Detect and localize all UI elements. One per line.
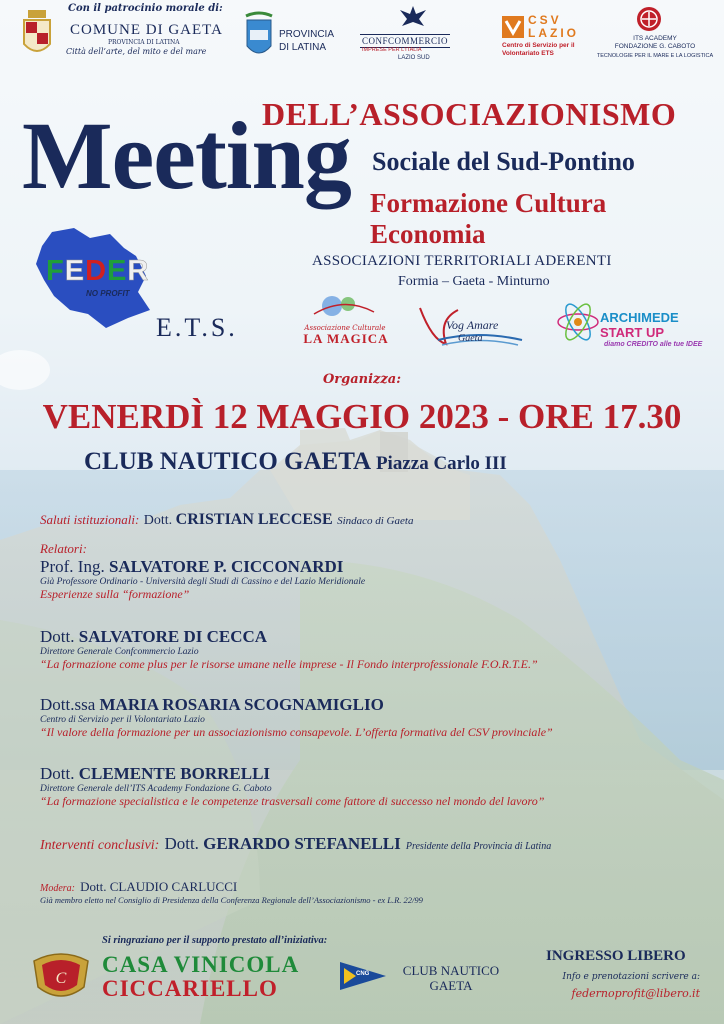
comune-sub: PROVINCIA DI LATINA: [108, 39, 180, 46]
eagle-icon: [398, 4, 428, 30]
cng-flag-icon: [338, 960, 388, 992]
club-nautico-line2: GAETA: [429, 978, 473, 993]
la-magica-name: LA MAGICA: [303, 331, 389, 346]
associazioni-towns: Formia – Gaeta - Minturno: [398, 274, 550, 289]
modera-note: Già membro eletto nel Consiglio di Presidenza della Conferenza Regionale dell’Associazionismo - ex L.R. 22/99: [40, 895, 423, 905]
feder-letter-f: F: [46, 255, 65, 287]
speaker-2: [40, 627, 538, 672]
modera-label: Modera:: [40, 883, 75, 894]
saluti-person: [144, 513, 333, 528]
feder-letter-e2: E: [107, 255, 128, 287]
cng-label: CNG: [356, 971, 370, 977]
its-line2: FONDAZIONE G. CABOTO: [614, 43, 696, 50]
speaker-fullname: MARIA ROSARIA SCOGNAMIGLIO: [99, 695, 384, 714]
event-date: VENERDÌ 12 MAGGIO 2023 - ORE 17.30: [42, 397, 682, 436]
ingresso-libero: INGRESSO LIBERO: [546, 948, 686, 964]
speaker-fullname: SALVATORE P. CICCONARDI: [108, 557, 344, 576]
speaker-title: Dott.ssa: [40, 695, 96, 714]
speaker-name: [40, 695, 553, 715]
modera-title: Dott.: [80, 879, 107, 894]
confcommercio-region: LAZIO SUD: [398, 55, 430, 61]
archimede-line1: ARCHIMEDE: [600, 310, 679, 325]
saluti-line: [40, 511, 413, 529]
speaker-topic: “La formazione specialistica e le competenze trasversali come fattore di successo nel mondo del lavoro”: [40, 794, 545, 808]
speaker-title: Prof. Ing.: [40, 557, 105, 576]
saluti-role: Sindaco di Gaeta: [337, 515, 414, 527]
csv-sub: Centro di Servizio per il Volontariato ETS: [502, 42, 575, 57]
conclusivi-name: GERARDO STEFANELLI: [203, 834, 401, 853]
speaker-title: Dott.: [40, 764, 75, 783]
modera-person: [80, 879, 237, 894]
modera-line: [40, 876, 237, 895]
casa-vinicola-crest-icon: [26, 947, 96, 1005]
patrocinio-label: Con il patrocinio morale di:: [68, 3, 223, 14]
vog-amare-city: Gaeta: [458, 333, 483, 344]
svg-text:C: C: [55, 970, 67, 987]
feder-letter-e1: E: [64, 255, 86, 287]
comune-motto: Città dell’arte, del mito e del mare: [66, 47, 207, 56]
feder-letter-d: D: [85, 255, 108, 287]
speaker-fullname: CLEMENTE BORRELLI: [78, 764, 271, 783]
provincia-line1: PROVINCIA: [279, 29, 335, 40]
provincia-crest-icon: [244, 10, 274, 62]
archimede-tagline: diamo CREDITO alle tue IDEE: [604, 341, 703, 348]
its-seal-icon: [636, 6, 662, 32]
archimede-atom-icon: [556, 294, 600, 350]
confcommercio-sub: IMPRESE PER L’ITALIA: [362, 47, 422, 53]
meeting-title: Meeting: [22, 102, 351, 209]
speaker-name: [40, 627, 538, 647]
csv-line2: LAZIO: [528, 26, 579, 40]
venue-name: CLUB NAUTICO GAETA: [84, 448, 370, 475]
comune-name: COMUNE DI GAETA: [70, 22, 223, 38]
venue-address: Piazza Carlo III: [375, 453, 507, 474]
csv-line1: CSV: [528, 13, 562, 27]
provincia-name: [279, 28, 334, 54]
speaker-4: [40, 764, 544, 809]
saluti-title: Dott.: [143, 513, 173, 528]
relatori-label: Relatori:: [40, 541, 87, 556]
club-nautico-line1: CLUB NAUTICO: [402, 963, 500, 978]
conclusivi-title: Dott.: [164, 834, 199, 853]
its-line1: ITS ACADEMY: [633, 35, 677, 42]
conclusivi-role: Presidente della Provincia di Latina: [405, 841, 552, 852]
speaker-name: [40, 557, 365, 577]
event-venue: [84, 448, 507, 476]
associazioni-title: ASSOCIAZIONI TERRITORIALI ADERENTI: [312, 253, 612, 269]
vog-amare-name: Vog Amare: [446, 318, 499, 332]
feder-logo-text: [46, 255, 149, 288]
speaker-topic: “La formazione come plus per le risorse umane nelle imprese - Il Fondo interprofessionale F.O.R.T.E.”: [40, 657, 538, 671]
speaker-name: [40, 764, 544, 784]
saluti-name: CRISTIAN LECCESE: [175, 511, 333, 528]
formazione-subtitle: Formazione Cultura Economia: [370, 188, 607, 249]
speaker-1: [40, 557, 365, 602]
feder-letter-r: R: [127, 255, 150, 287]
speaker-role: Già Professore Ordinario - Università degli Studi di Cassino e del Lazio Meridionale: [40, 577, 366, 587]
ringraziamento-text: Si ringraziano per il supporto prestato all’iniziativa:: [102, 935, 328, 946]
speaker-title: Dott.: [40, 627, 75, 646]
casa-vinicola-line2: CICCARIELLO: [102, 976, 278, 1001]
speaker-role: Centro di Servizio per il Volontariato Lazio: [40, 715, 205, 725]
saluti-label: Saluti istituzionali:: [40, 512, 140, 527]
its-sub: TECNOLOGIE PER IL MARE E LA LOGISTICA: [596, 53, 714, 59]
organizza-label: Organizza:: [322, 372, 402, 387]
contact-email[interactable]: federnoprofit@libero.it: [571, 987, 700, 1000]
confcommercio-name: CONFCOMMERCIO: [362, 36, 449, 46]
comune-crest-icon: [20, 8, 54, 62]
archimede-name: [600, 310, 679, 340]
speaker-3: [40, 695, 553, 740]
archimede-line2: START UP: [600, 325, 665, 340]
sociale-subtitle: Sociale del Sud-Pontino: [372, 147, 635, 176]
csv-name: [528, 14, 579, 40]
club-nautico-name: [392, 963, 510, 993]
feder-ets: E.T.S.: [156, 313, 238, 342]
speaker-fullname: SALVATORE DI CECCA: [78, 627, 268, 646]
associazionismo-title: DELL’ASSOCIAZIONISMO: [262, 96, 677, 132]
its-name: [600, 35, 710, 51]
conclusivi-person: [164, 834, 400, 853]
speaker-topic: “Il valore della formazione per un associazionismo consapevole. L’offerta formativa del CSV provinciale”: [40, 725, 553, 739]
info-text: Info e prenotazioni scrivere a:: [562, 972, 700, 982]
feder-noprofit: NO PROFIT: [86, 289, 130, 298]
speaker-topic: Esperienze sulla “formazione”: [40, 587, 190, 601]
provincia-line2: DI LATINA: [279, 42, 327, 53]
modera-name: CLAUDIO CARLUCCI: [109, 879, 238, 894]
sponsor-bar: [0, 0, 724, 78]
conclusivi-label: Interventi conclusivi:: [40, 838, 160, 853]
la-magica-subtitle: Associazione Culturale: [304, 324, 386, 332]
conclusivi-line: [40, 834, 551, 854]
csv-logo-icon: [502, 16, 524, 38]
speaker-role: Direttore Generale dell’ITS Academy Fondazione G. Caboto: [40, 784, 272, 794]
casa-vinicola-line1: CASA VINICOLA: [102, 952, 300, 977]
speaker-role: Direttore Generale Confcommercio Lazio: [40, 647, 199, 657]
